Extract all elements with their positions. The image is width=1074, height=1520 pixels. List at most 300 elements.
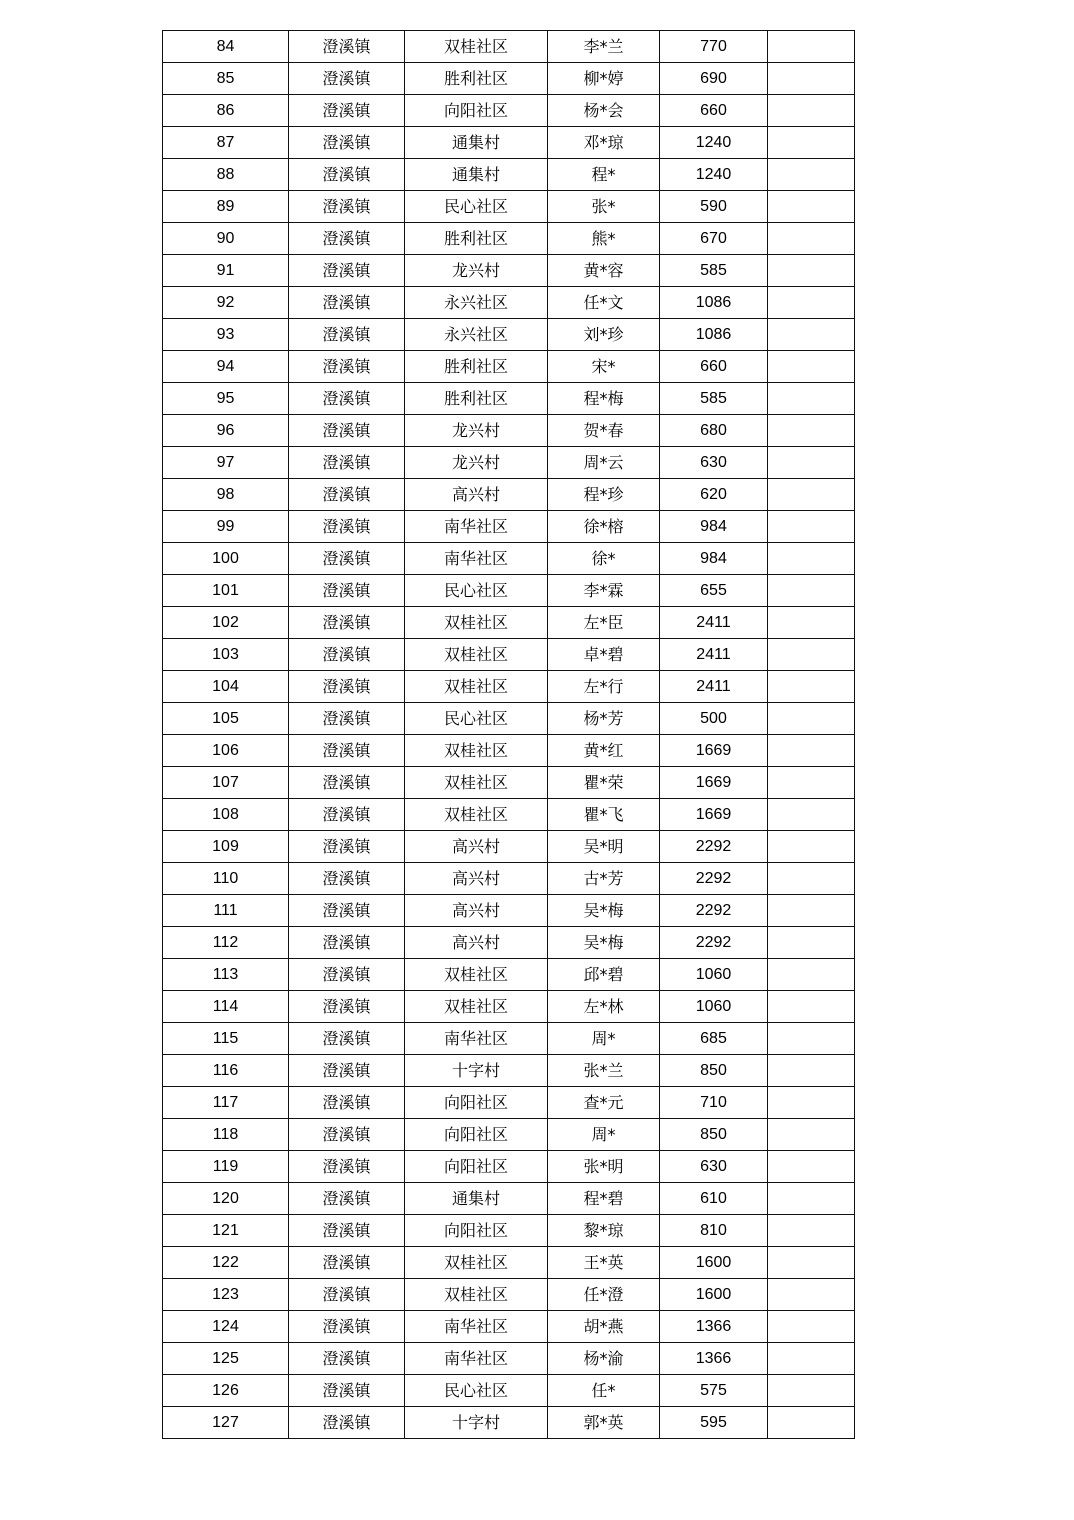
- note-cell: [768, 191, 855, 223]
- table-row: [163, 511, 855, 543]
- town-cell: 澄溪镇: [289, 63, 405, 95]
- table-row: [163, 63, 855, 95]
- table-row: [163, 127, 855, 159]
- person-name-cell: 刘*珍: [548, 319, 660, 351]
- table-row: [163, 671, 855, 703]
- amount-cell: 575: [660, 1375, 768, 1407]
- amount-cell: 984: [660, 543, 768, 575]
- note-cell: [768, 1119, 855, 1151]
- row-number-cell: 85: [163, 63, 289, 95]
- town-cell: 澄溪镇: [289, 927, 405, 959]
- town-cell: 澄溪镇: [289, 607, 405, 639]
- community-cell: 双桂社区: [405, 1247, 548, 1279]
- town-cell: 澄溪镇: [289, 703, 405, 735]
- person-name-cell: 程*碧: [548, 1183, 660, 1215]
- note-cell: [768, 1311, 855, 1343]
- town-cell: 澄溪镇: [289, 31, 405, 63]
- town-cell: 澄溪镇: [289, 1183, 405, 1215]
- community-cell: 双桂社区: [405, 639, 548, 671]
- person-name-cell: 张*兰: [548, 1055, 660, 1087]
- note-cell: [768, 1183, 855, 1215]
- person-name-cell: 张*明: [548, 1151, 660, 1183]
- person-name-cell: 程*梅: [548, 383, 660, 415]
- person-name-cell: 瞿*飞: [548, 799, 660, 831]
- town-cell: 澄溪镇: [289, 575, 405, 607]
- town-cell: 澄溪镇: [289, 319, 405, 351]
- person-name-cell: 柳*婷: [548, 63, 660, 95]
- note-cell: [768, 31, 855, 63]
- amount-cell: 2292: [660, 863, 768, 895]
- person-name-cell: 吴*明: [548, 831, 660, 863]
- table-row: [163, 31, 855, 63]
- amount-cell: 850: [660, 1055, 768, 1087]
- person-name-cell: 周*云: [548, 447, 660, 479]
- amount-cell: 1086: [660, 287, 768, 319]
- community-cell: 双桂社区: [405, 959, 548, 991]
- row-number-cell: 96: [163, 415, 289, 447]
- amount-cell: 620: [660, 479, 768, 511]
- note-cell: [768, 575, 855, 607]
- town-cell: 澄溪镇: [289, 191, 405, 223]
- table-row: [163, 223, 855, 255]
- table-row: [163, 191, 855, 223]
- person-name-cell: 徐*: [548, 543, 660, 575]
- row-number-cell: 100: [163, 543, 289, 575]
- table-row: [163, 767, 855, 799]
- table-row: [163, 1279, 855, 1311]
- note-cell: [768, 223, 855, 255]
- note-cell: [768, 319, 855, 351]
- person-name-cell: 卓*碧: [548, 639, 660, 671]
- row-number-cell: 102: [163, 607, 289, 639]
- amount-cell: 1060: [660, 991, 768, 1023]
- amount-cell: 690: [660, 63, 768, 95]
- table-row: [163, 351, 855, 383]
- note-cell: [768, 1055, 855, 1087]
- row-number-cell: 110: [163, 863, 289, 895]
- row-number-cell: 123: [163, 1279, 289, 1311]
- row-number-cell: 84: [163, 31, 289, 63]
- person-name-cell: 黄*红: [548, 735, 660, 767]
- person-name-cell: 左*臣: [548, 607, 660, 639]
- community-cell: 十字村: [405, 1055, 548, 1087]
- note-cell: [768, 127, 855, 159]
- note-cell: [768, 1343, 855, 1375]
- note-cell: [768, 607, 855, 639]
- town-cell: 澄溪镇: [289, 735, 405, 767]
- row-number-cell: 109: [163, 831, 289, 863]
- table-row: [163, 1247, 855, 1279]
- town-cell: 澄溪镇: [289, 799, 405, 831]
- table-row: [163, 959, 855, 991]
- table-row: [163, 383, 855, 415]
- note-cell: [768, 863, 855, 895]
- community-cell: 胜利社区: [405, 351, 548, 383]
- community-cell: 高兴村: [405, 479, 548, 511]
- row-number-cell: 95: [163, 383, 289, 415]
- town-cell: 澄溪镇: [289, 1151, 405, 1183]
- amount-cell: 685: [660, 1023, 768, 1055]
- amount-cell: 1086: [660, 319, 768, 351]
- person-name-cell: 杨*会: [548, 95, 660, 127]
- table-row: [163, 95, 855, 127]
- row-number-cell: 119: [163, 1151, 289, 1183]
- note-cell: [768, 1279, 855, 1311]
- town-cell: 澄溪镇: [289, 287, 405, 319]
- row-number-cell: 90: [163, 223, 289, 255]
- row-number-cell: 99: [163, 511, 289, 543]
- town-cell: 澄溪镇: [289, 543, 405, 575]
- amount-cell: 1669: [660, 799, 768, 831]
- community-cell: 向阳社区: [405, 95, 548, 127]
- person-name-cell: 王*英: [548, 1247, 660, 1279]
- row-number-cell: 124: [163, 1311, 289, 1343]
- table-row: [163, 1183, 855, 1215]
- row-number-cell: 114: [163, 991, 289, 1023]
- person-name-cell: 左*林: [548, 991, 660, 1023]
- row-number-cell: 94: [163, 351, 289, 383]
- person-name-cell: 李*兰: [548, 31, 660, 63]
- note-cell: [768, 351, 855, 383]
- note-cell: [768, 95, 855, 127]
- table-row: [163, 927, 855, 959]
- town-cell: 澄溪镇: [289, 831, 405, 863]
- amount-cell: 680: [660, 415, 768, 447]
- row-number-cell: 113: [163, 959, 289, 991]
- community-cell: 南华社区: [405, 1023, 548, 1055]
- community-cell: 永兴社区: [405, 319, 548, 351]
- amount-cell: 2411: [660, 639, 768, 671]
- note-cell: [768, 287, 855, 319]
- community-cell: 胜利社区: [405, 223, 548, 255]
- amount-cell: 770: [660, 31, 768, 63]
- community-cell: 高兴村: [405, 895, 548, 927]
- table-row: [163, 1023, 855, 1055]
- town-cell: 澄溪镇: [289, 351, 405, 383]
- town-cell: 澄溪镇: [289, 991, 405, 1023]
- person-name-cell: 周*: [548, 1023, 660, 1055]
- person-name-cell: 查*元: [548, 1087, 660, 1119]
- row-number-cell: 87: [163, 127, 289, 159]
- data-table: [162, 30, 855, 1439]
- community-cell: 龙兴村: [405, 447, 548, 479]
- amount-cell: 1600: [660, 1279, 768, 1311]
- row-number-cell: 111: [163, 895, 289, 927]
- row-number-cell: 86: [163, 95, 289, 127]
- table-row: [163, 159, 855, 191]
- community-cell: 十字村: [405, 1407, 548, 1439]
- town-cell: 澄溪镇: [289, 1023, 405, 1055]
- town-cell: 澄溪镇: [289, 863, 405, 895]
- note-cell: [768, 799, 855, 831]
- row-number-cell: 120: [163, 1183, 289, 1215]
- note-cell: [768, 959, 855, 991]
- note-cell: [768, 639, 855, 671]
- note-cell: [768, 895, 855, 927]
- table-row: [163, 1087, 855, 1119]
- row-number-cell: 105: [163, 703, 289, 735]
- amount-cell: 630: [660, 447, 768, 479]
- note-cell: [768, 927, 855, 959]
- row-number-cell: 115: [163, 1023, 289, 1055]
- community-cell: 向阳社区: [405, 1119, 548, 1151]
- town-cell: 澄溪镇: [289, 1343, 405, 1375]
- note-cell: [768, 703, 855, 735]
- amount-cell: 1240: [660, 159, 768, 191]
- town-cell: 澄溪镇: [289, 223, 405, 255]
- amount-cell: 850: [660, 1119, 768, 1151]
- amount-cell: 585: [660, 255, 768, 287]
- person-name-cell: 吴*梅: [548, 895, 660, 927]
- note-cell: [768, 383, 855, 415]
- town-cell: 澄溪镇: [289, 895, 405, 927]
- table-row: [163, 1375, 855, 1407]
- community-cell: 双桂社区: [405, 1279, 548, 1311]
- row-number-cell: 108: [163, 799, 289, 831]
- person-name-cell: 任*澄: [548, 1279, 660, 1311]
- note-cell: [768, 1023, 855, 1055]
- community-cell: 南华社区: [405, 543, 548, 575]
- table-row: [163, 1119, 855, 1151]
- town-cell: 澄溪镇: [289, 415, 405, 447]
- town-cell: 澄溪镇: [289, 127, 405, 159]
- row-number-cell: 112: [163, 927, 289, 959]
- community-cell: 高兴村: [405, 863, 548, 895]
- town-cell: 澄溪镇: [289, 1247, 405, 1279]
- community-cell: 向阳社区: [405, 1087, 548, 1119]
- community-cell: 高兴村: [405, 927, 548, 959]
- amount-cell: 2411: [660, 671, 768, 703]
- amount-cell: 590: [660, 191, 768, 223]
- community-cell: 南华社区: [405, 1343, 548, 1375]
- town-cell: 澄溪镇: [289, 1119, 405, 1151]
- row-number-cell: 121: [163, 1215, 289, 1247]
- note-cell: [768, 671, 855, 703]
- community-cell: 通集村: [405, 127, 548, 159]
- table-row: [163, 735, 855, 767]
- note-cell: [768, 735, 855, 767]
- row-number-cell: 118: [163, 1119, 289, 1151]
- row-number-cell: 89: [163, 191, 289, 223]
- amount-cell: 710: [660, 1087, 768, 1119]
- community-cell: 龙兴村: [405, 415, 548, 447]
- row-number-cell: 98: [163, 479, 289, 511]
- town-cell: 澄溪镇: [289, 1087, 405, 1119]
- amount-cell: 2411: [660, 607, 768, 639]
- person-name-cell: 任*文: [548, 287, 660, 319]
- note-cell: [768, 1247, 855, 1279]
- table-row: [163, 319, 855, 351]
- person-name-cell: 郭*英: [548, 1407, 660, 1439]
- note-cell: [768, 1375, 855, 1407]
- note-cell: [768, 255, 855, 287]
- table-body: [163, 31, 855, 1439]
- note-cell: [768, 511, 855, 543]
- person-name-cell: 张*: [548, 191, 660, 223]
- town-cell: 澄溪镇: [289, 1311, 405, 1343]
- note-cell: [768, 543, 855, 575]
- note-cell: [768, 767, 855, 799]
- amount-cell: 500: [660, 703, 768, 735]
- person-name-cell: 黄*容: [548, 255, 660, 287]
- amount-cell: 2292: [660, 831, 768, 863]
- person-name-cell: 邓*琼: [548, 127, 660, 159]
- town-cell: 澄溪镇: [289, 1375, 405, 1407]
- person-name-cell: 杨*芳: [548, 703, 660, 735]
- note-cell: [768, 831, 855, 863]
- person-name-cell: 杨*渝: [548, 1343, 660, 1375]
- person-name-cell: 瞿*荣: [548, 767, 660, 799]
- row-number-cell: 117: [163, 1087, 289, 1119]
- person-name-cell: 邱*碧: [548, 959, 660, 991]
- table-row: [163, 831, 855, 863]
- table-row: [163, 991, 855, 1023]
- community-cell: 双桂社区: [405, 767, 548, 799]
- amount-cell: 660: [660, 95, 768, 127]
- town-cell: 澄溪镇: [289, 511, 405, 543]
- community-cell: 高兴村: [405, 831, 548, 863]
- amount-cell: 1600: [660, 1247, 768, 1279]
- amount-cell: 1669: [660, 735, 768, 767]
- community-cell: 双桂社区: [405, 735, 548, 767]
- town-cell: 澄溪镇: [289, 959, 405, 991]
- person-name-cell: 程*珍: [548, 479, 660, 511]
- person-name-cell: 徐*榕: [548, 511, 660, 543]
- table-row: [163, 1407, 855, 1439]
- community-cell: 双桂社区: [405, 799, 548, 831]
- town-cell: 澄溪镇: [289, 447, 405, 479]
- person-name-cell: 胡*燕: [548, 1311, 660, 1343]
- note-cell: [768, 1407, 855, 1439]
- community-cell: 龙兴村: [405, 255, 548, 287]
- community-cell: 民心社区: [405, 191, 548, 223]
- person-name-cell: 黎*琼: [548, 1215, 660, 1247]
- amount-cell: 2292: [660, 895, 768, 927]
- amount-cell: 585: [660, 383, 768, 415]
- table-row: [163, 415, 855, 447]
- person-name-cell: 贺*春: [548, 415, 660, 447]
- town-cell: 澄溪镇: [289, 255, 405, 287]
- row-number-cell: 93: [163, 319, 289, 351]
- amount-cell: 655: [660, 575, 768, 607]
- amount-cell: 1240: [660, 127, 768, 159]
- community-cell: 双桂社区: [405, 991, 548, 1023]
- table-row: [163, 287, 855, 319]
- community-cell: 双桂社区: [405, 607, 548, 639]
- amount-cell: 1366: [660, 1311, 768, 1343]
- table-row: [163, 479, 855, 511]
- table-row: [163, 1311, 855, 1343]
- community-cell: 双桂社区: [405, 31, 548, 63]
- table-row: [163, 447, 855, 479]
- row-number-cell: 126: [163, 1375, 289, 1407]
- town-cell: 澄溪镇: [289, 1407, 405, 1439]
- row-number-cell: 92: [163, 287, 289, 319]
- amount-cell: 630: [660, 1151, 768, 1183]
- note-cell: [768, 991, 855, 1023]
- community-cell: 南华社区: [405, 1311, 548, 1343]
- town-cell: 澄溪镇: [289, 1055, 405, 1087]
- town-cell: 澄溪镇: [289, 767, 405, 799]
- town-cell: 澄溪镇: [289, 639, 405, 671]
- table-row: [163, 1151, 855, 1183]
- row-number-cell: 103: [163, 639, 289, 671]
- community-cell: 向阳社区: [405, 1215, 548, 1247]
- community-cell: 民心社区: [405, 1375, 548, 1407]
- table-row: [163, 1055, 855, 1087]
- table-row: [163, 863, 855, 895]
- table-row: [163, 543, 855, 575]
- table-row: [163, 255, 855, 287]
- person-name-cell: 周*: [548, 1119, 660, 1151]
- town-cell: 澄溪镇: [289, 671, 405, 703]
- amount-cell: 595: [660, 1407, 768, 1439]
- row-number-cell: 91: [163, 255, 289, 287]
- town-cell: 澄溪镇: [289, 95, 405, 127]
- note-cell: [768, 1151, 855, 1183]
- community-cell: 通集村: [405, 1183, 548, 1215]
- row-number-cell: 127: [163, 1407, 289, 1439]
- town-cell: 澄溪镇: [289, 383, 405, 415]
- town-cell: 澄溪镇: [289, 1279, 405, 1311]
- note-cell: [768, 415, 855, 447]
- row-number-cell: 101: [163, 575, 289, 607]
- note-cell: [768, 479, 855, 511]
- person-name-cell: 吴*梅: [548, 927, 660, 959]
- row-number-cell: 116: [163, 1055, 289, 1087]
- row-number-cell: 107: [163, 767, 289, 799]
- table-row: [163, 639, 855, 671]
- row-number-cell: 122: [163, 1247, 289, 1279]
- amount-cell: 670: [660, 223, 768, 255]
- amount-cell: 610: [660, 1183, 768, 1215]
- person-name-cell: 宋*: [548, 351, 660, 383]
- row-number-cell: 88: [163, 159, 289, 191]
- community-cell: 民心社区: [405, 575, 548, 607]
- community-cell: 向阳社区: [405, 1151, 548, 1183]
- note-cell: [768, 159, 855, 191]
- note-cell: [768, 1215, 855, 1247]
- table-row: [163, 1215, 855, 1247]
- person-name-cell: 程*: [548, 159, 660, 191]
- table-row: [163, 1343, 855, 1375]
- community-cell: 南华社区: [405, 511, 548, 543]
- community-cell: 民心社区: [405, 703, 548, 735]
- table-row: [163, 799, 855, 831]
- person-name-cell: 熊*: [548, 223, 660, 255]
- row-number-cell: 97: [163, 447, 289, 479]
- amount-cell: 1060: [660, 959, 768, 991]
- community-cell: 胜利社区: [405, 63, 548, 95]
- town-cell: 澄溪镇: [289, 479, 405, 511]
- table-row: [163, 895, 855, 927]
- community-cell: 通集村: [405, 159, 548, 191]
- row-number-cell: 106: [163, 735, 289, 767]
- town-cell: 澄溪镇: [289, 1215, 405, 1247]
- person-name-cell: 左*行: [548, 671, 660, 703]
- person-name-cell: 任*: [548, 1375, 660, 1407]
- note-cell: [768, 63, 855, 95]
- amount-cell: 2292: [660, 927, 768, 959]
- amount-cell: 984: [660, 511, 768, 543]
- amount-cell: 1366: [660, 1343, 768, 1375]
- person-name-cell: 古*芳: [548, 863, 660, 895]
- amount-cell: 660: [660, 351, 768, 383]
- note-cell: [768, 447, 855, 479]
- table-row: [163, 607, 855, 639]
- amount-cell: 810: [660, 1215, 768, 1247]
- person-name-cell: 李*霖: [548, 575, 660, 607]
